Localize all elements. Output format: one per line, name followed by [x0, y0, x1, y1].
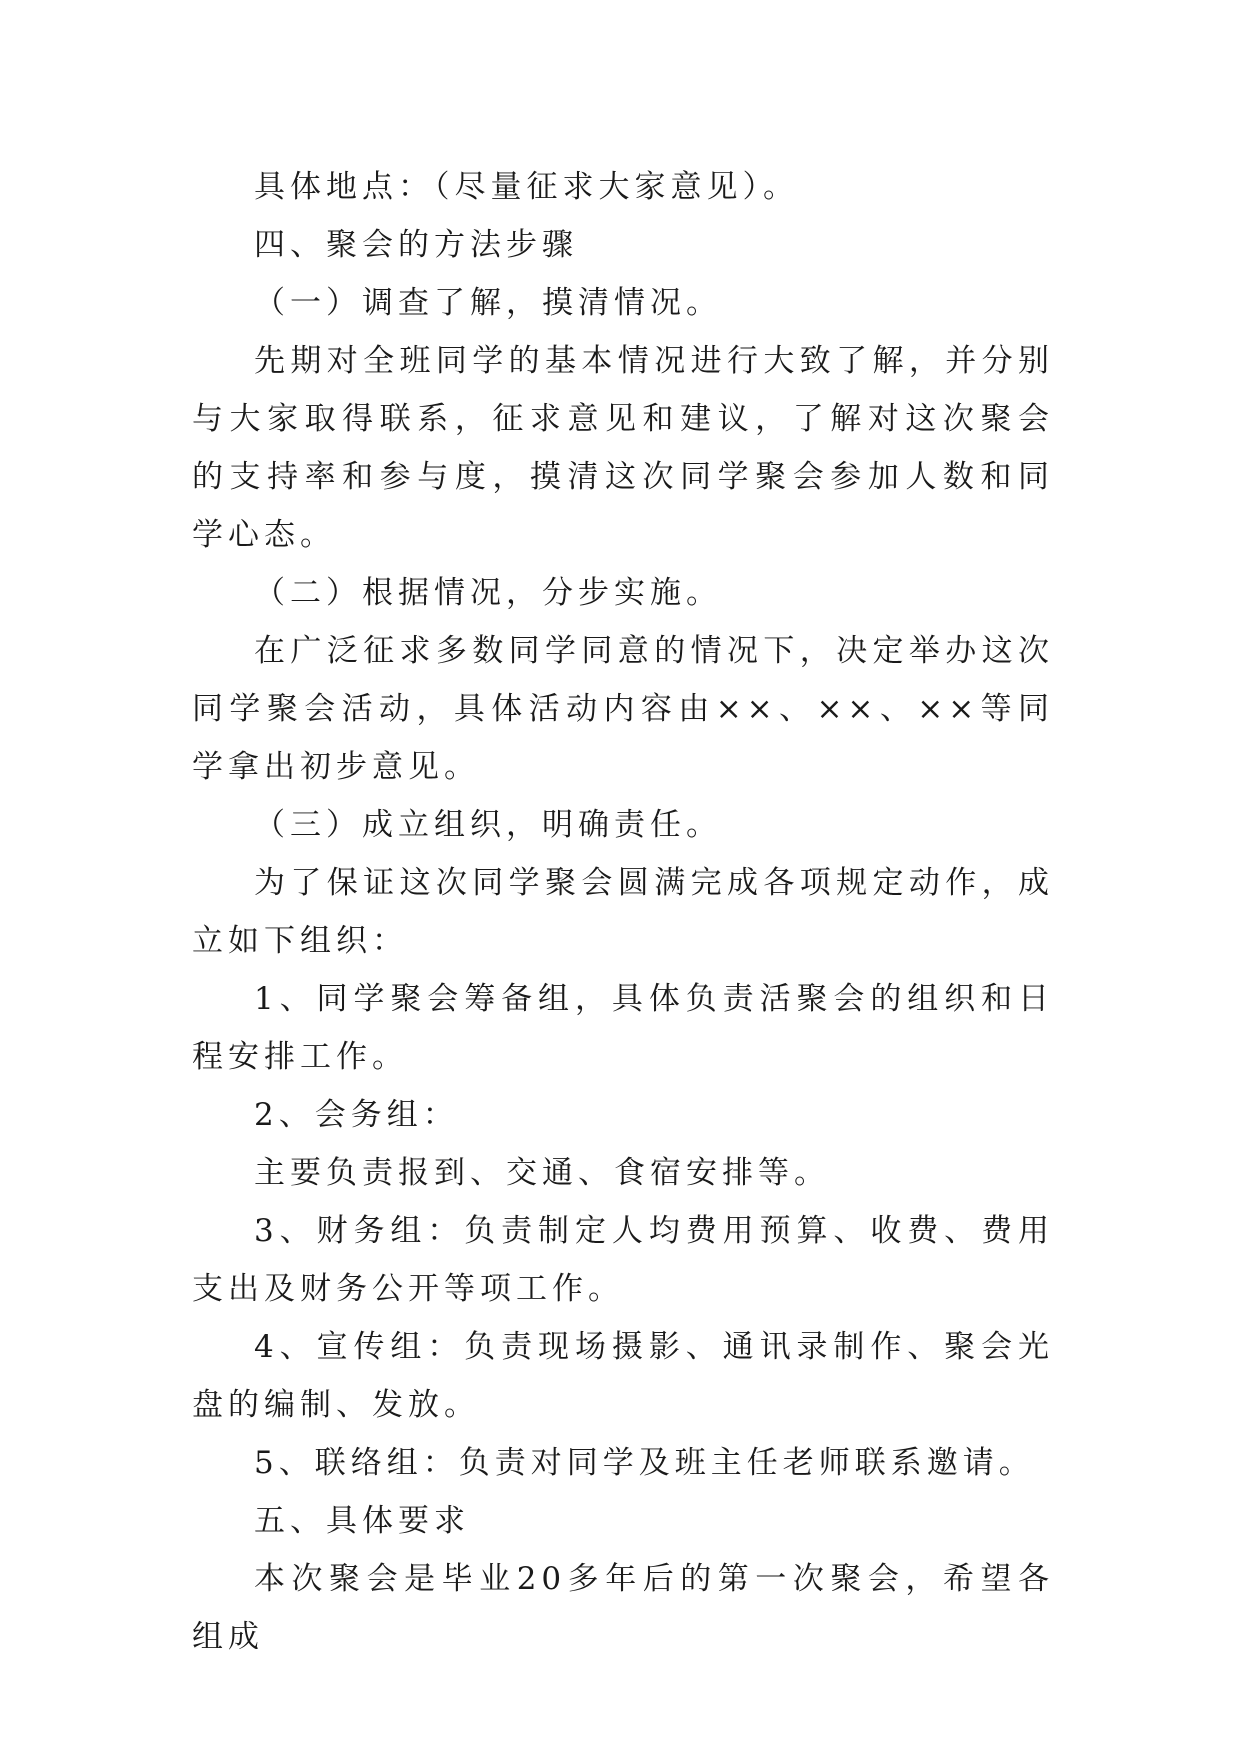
paragraph-affairs: 主要负责报到、交通、食宿安排等。	[254, 1155, 830, 1191]
list-item-publicity: 4、宣传组：负责现场摄影、通讯录制作、聚会光盘的编制、发放。	[192, 1329, 1054, 1423]
subheading-organize: （三）成立组织，明确责任。	[254, 807, 722, 843]
subheading-survey: （一）调查了解，摸清情况。	[254, 285, 722, 321]
heading-section-five: 五、具体要求	[254, 1503, 470, 1539]
paragraph-organize: 为了保证这次同学聚会圆满完成各项规定动作，成立如下组织：	[192, 865, 1054, 959]
list-item-preparation: 1、同学聚会筹备组，具体负责活聚会的组织和日程安排工作。	[192, 981, 1054, 1075]
subheading-implement: （二）根据情况，分步实施。	[254, 575, 722, 611]
paragraph-requirements: 本次聚会是毕业20多年后的第一次聚会，希望各组成	[192, 1561, 1054, 1655]
paragraph-survey: 先期对全班同学的基本情况进行大致了解，并分别与大家取得联系，征求意见和建议，了解对这次聚会的支持率和参与度，摸清这次同学聚会参加人数和同学心态。	[192, 343, 1054, 553]
list-item-liaison: 5、联络组：负责对同学及班主任老师联系邀请。	[254, 1445, 1035, 1481]
list-item-finance: 3、财务组：负责制定人均费用预算、收费、费用支出及财务公开等项工作。	[192, 1213, 1054, 1307]
paragraph-location: 具体地点：（尽量征求大家意见）。	[254, 169, 799, 205]
heading-section-four: 四、聚会的方法步骤	[254, 227, 578, 263]
list-item-affairs: 2、会务组：	[254, 1097, 459, 1133]
document-body	[192, 158, 1054, 1666]
paragraph-implement: 在广泛征求多数同学同意的情况下，决定举办这次同学聚会活动，具体活动内容由××、××、××等同学拿出初步意见。	[192, 633, 1054, 785]
